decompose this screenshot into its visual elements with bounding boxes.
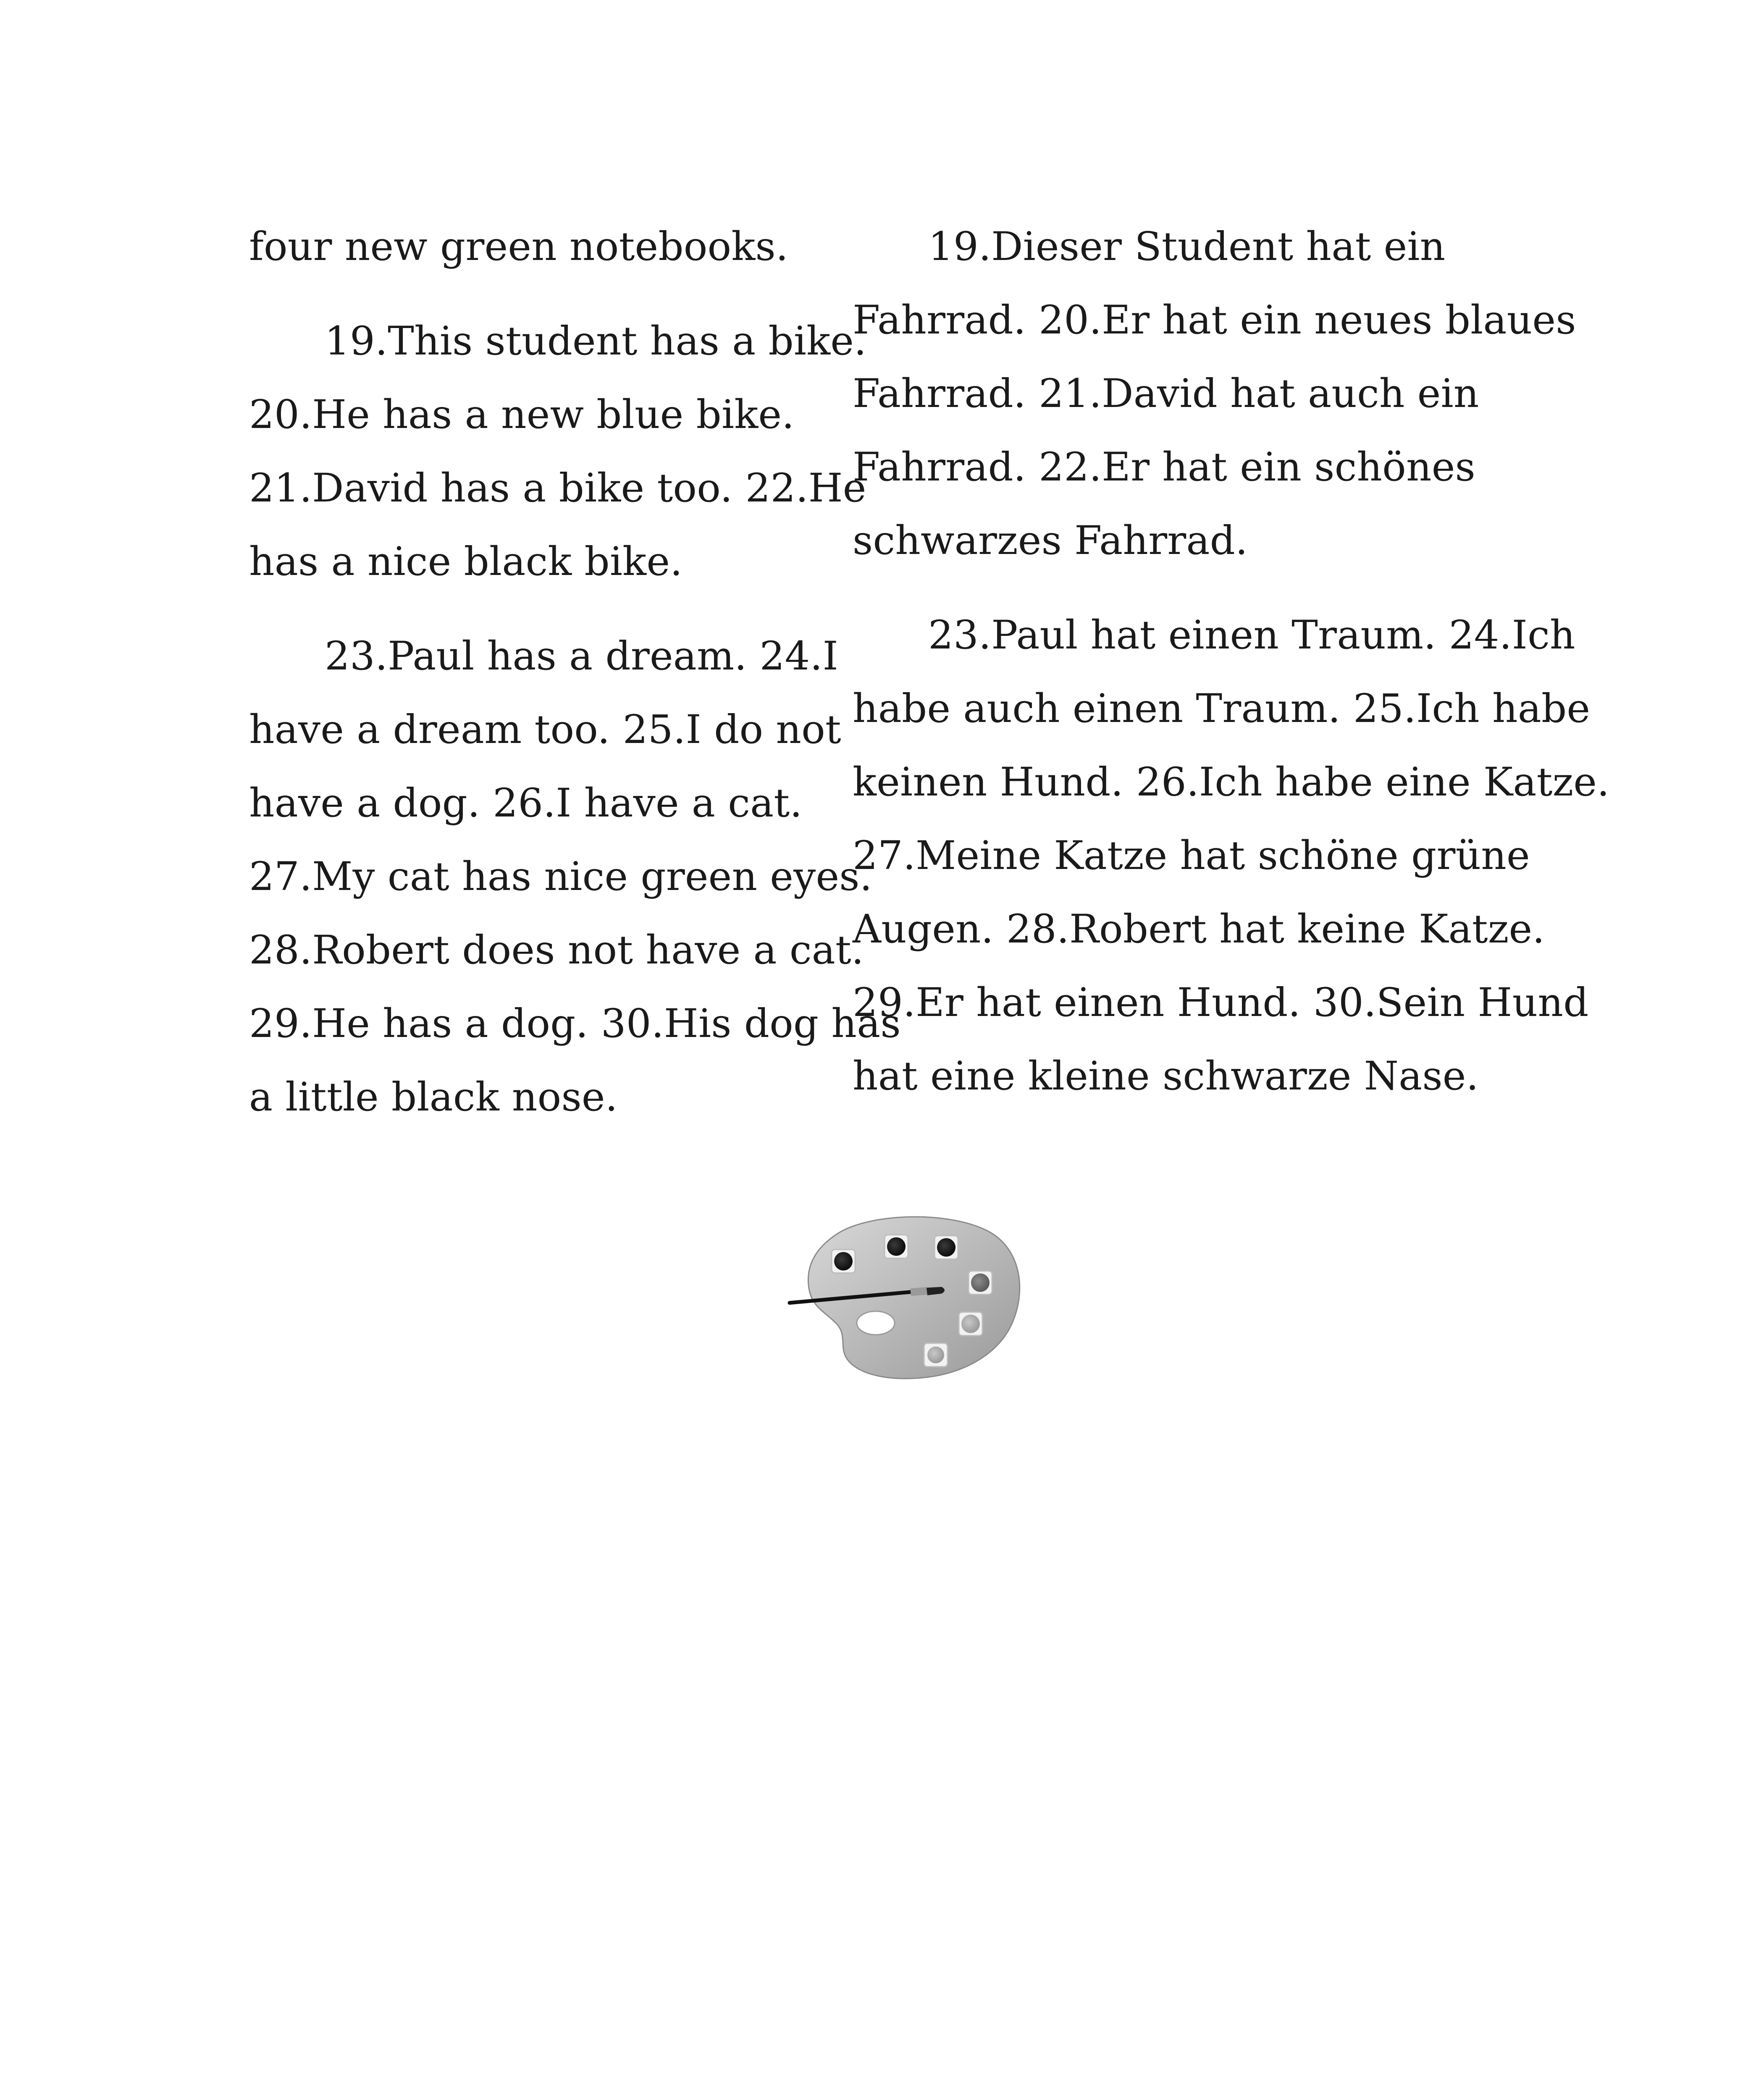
- text-line: Fahrrad. 22.Er hat ein schönes: [853, 444, 1475, 490]
- german-paragraph-1: [853, 210, 1576, 578]
- text-line: 27.My cat has nice green eyes.: [249, 854, 872, 900]
- text-line: Fahrrad. 20.Er hat ein neues blaues: [853, 297, 1576, 343]
- english-paragraph-2: [249, 304, 867, 598]
- text-line: 29.Er hat einen Hund. 30.Sein Hund: [853, 980, 1589, 1026]
- text-line: hat eine kleine schwarze Nase.: [853, 1053, 1479, 1099]
- text-line: 19.Dieser Student hat ein: [928, 224, 1446, 270]
- text-line: 21.David has a bike too. 22.He: [249, 465, 866, 511]
- text-line: habe auch einen Traum. 25.Ich habe: [853, 686, 1591, 732]
- english-column: [249, 210, 901, 1155]
- german-paragraph-2: [853, 598, 1610, 1113]
- english-paragraph-1: [249, 210, 833, 284]
- text-line: 23.Paul has a dream. 24.I: [325, 633, 838, 679]
- text-line: 19.This student has a bike.: [325, 318, 867, 364]
- palette-thumb-hole: [857, 1311, 895, 1335]
- text-line: a little black nose.: [249, 1074, 618, 1120]
- text-line: four new green notebooks.: [249, 224, 789, 270]
- text-line: 20.He has a new blue bike.: [249, 392, 795, 438]
- text-line: 28.Robert does not have a cat.: [249, 927, 864, 973]
- english-paragraph-3: [249, 620, 901, 1134]
- german-column: [853, 210, 1610, 1134]
- text-line: have a dog. 26.I have a cat.: [249, 780, 803, 826]
- text-line: 29.He has a dog. 30.His dog has: [249, 1001, 901, 1047]
- text-line: Fahrrad. 21.David hat auch ein: [853, 371, 1479, 417]
- text-line: has a nice black bike.: [249, 539, 683, 585]
- text-line: 27.Meine Katze hat schöne grüne: [853, 833, 1530, 879]
- paint-palette-icon: [785, 1210, 1029, 1386]
- text-line: keinen Hund. 26.Ich habe eine Katze.: [853, 759, 1610, 805]
- text-line: Augen. 28.Robert hat keine Katze.: [853, 906, 1545, 952]
- text-line: 23.Paul hat einen Traum. 24.Ich: [928, 612, 1575, 658]
- text-line: have a dream too. 25.I do not: [249, 707, 841, 753]
- text-line: schwarzes Fahrrad.: [853, 518, 1248, 564]
